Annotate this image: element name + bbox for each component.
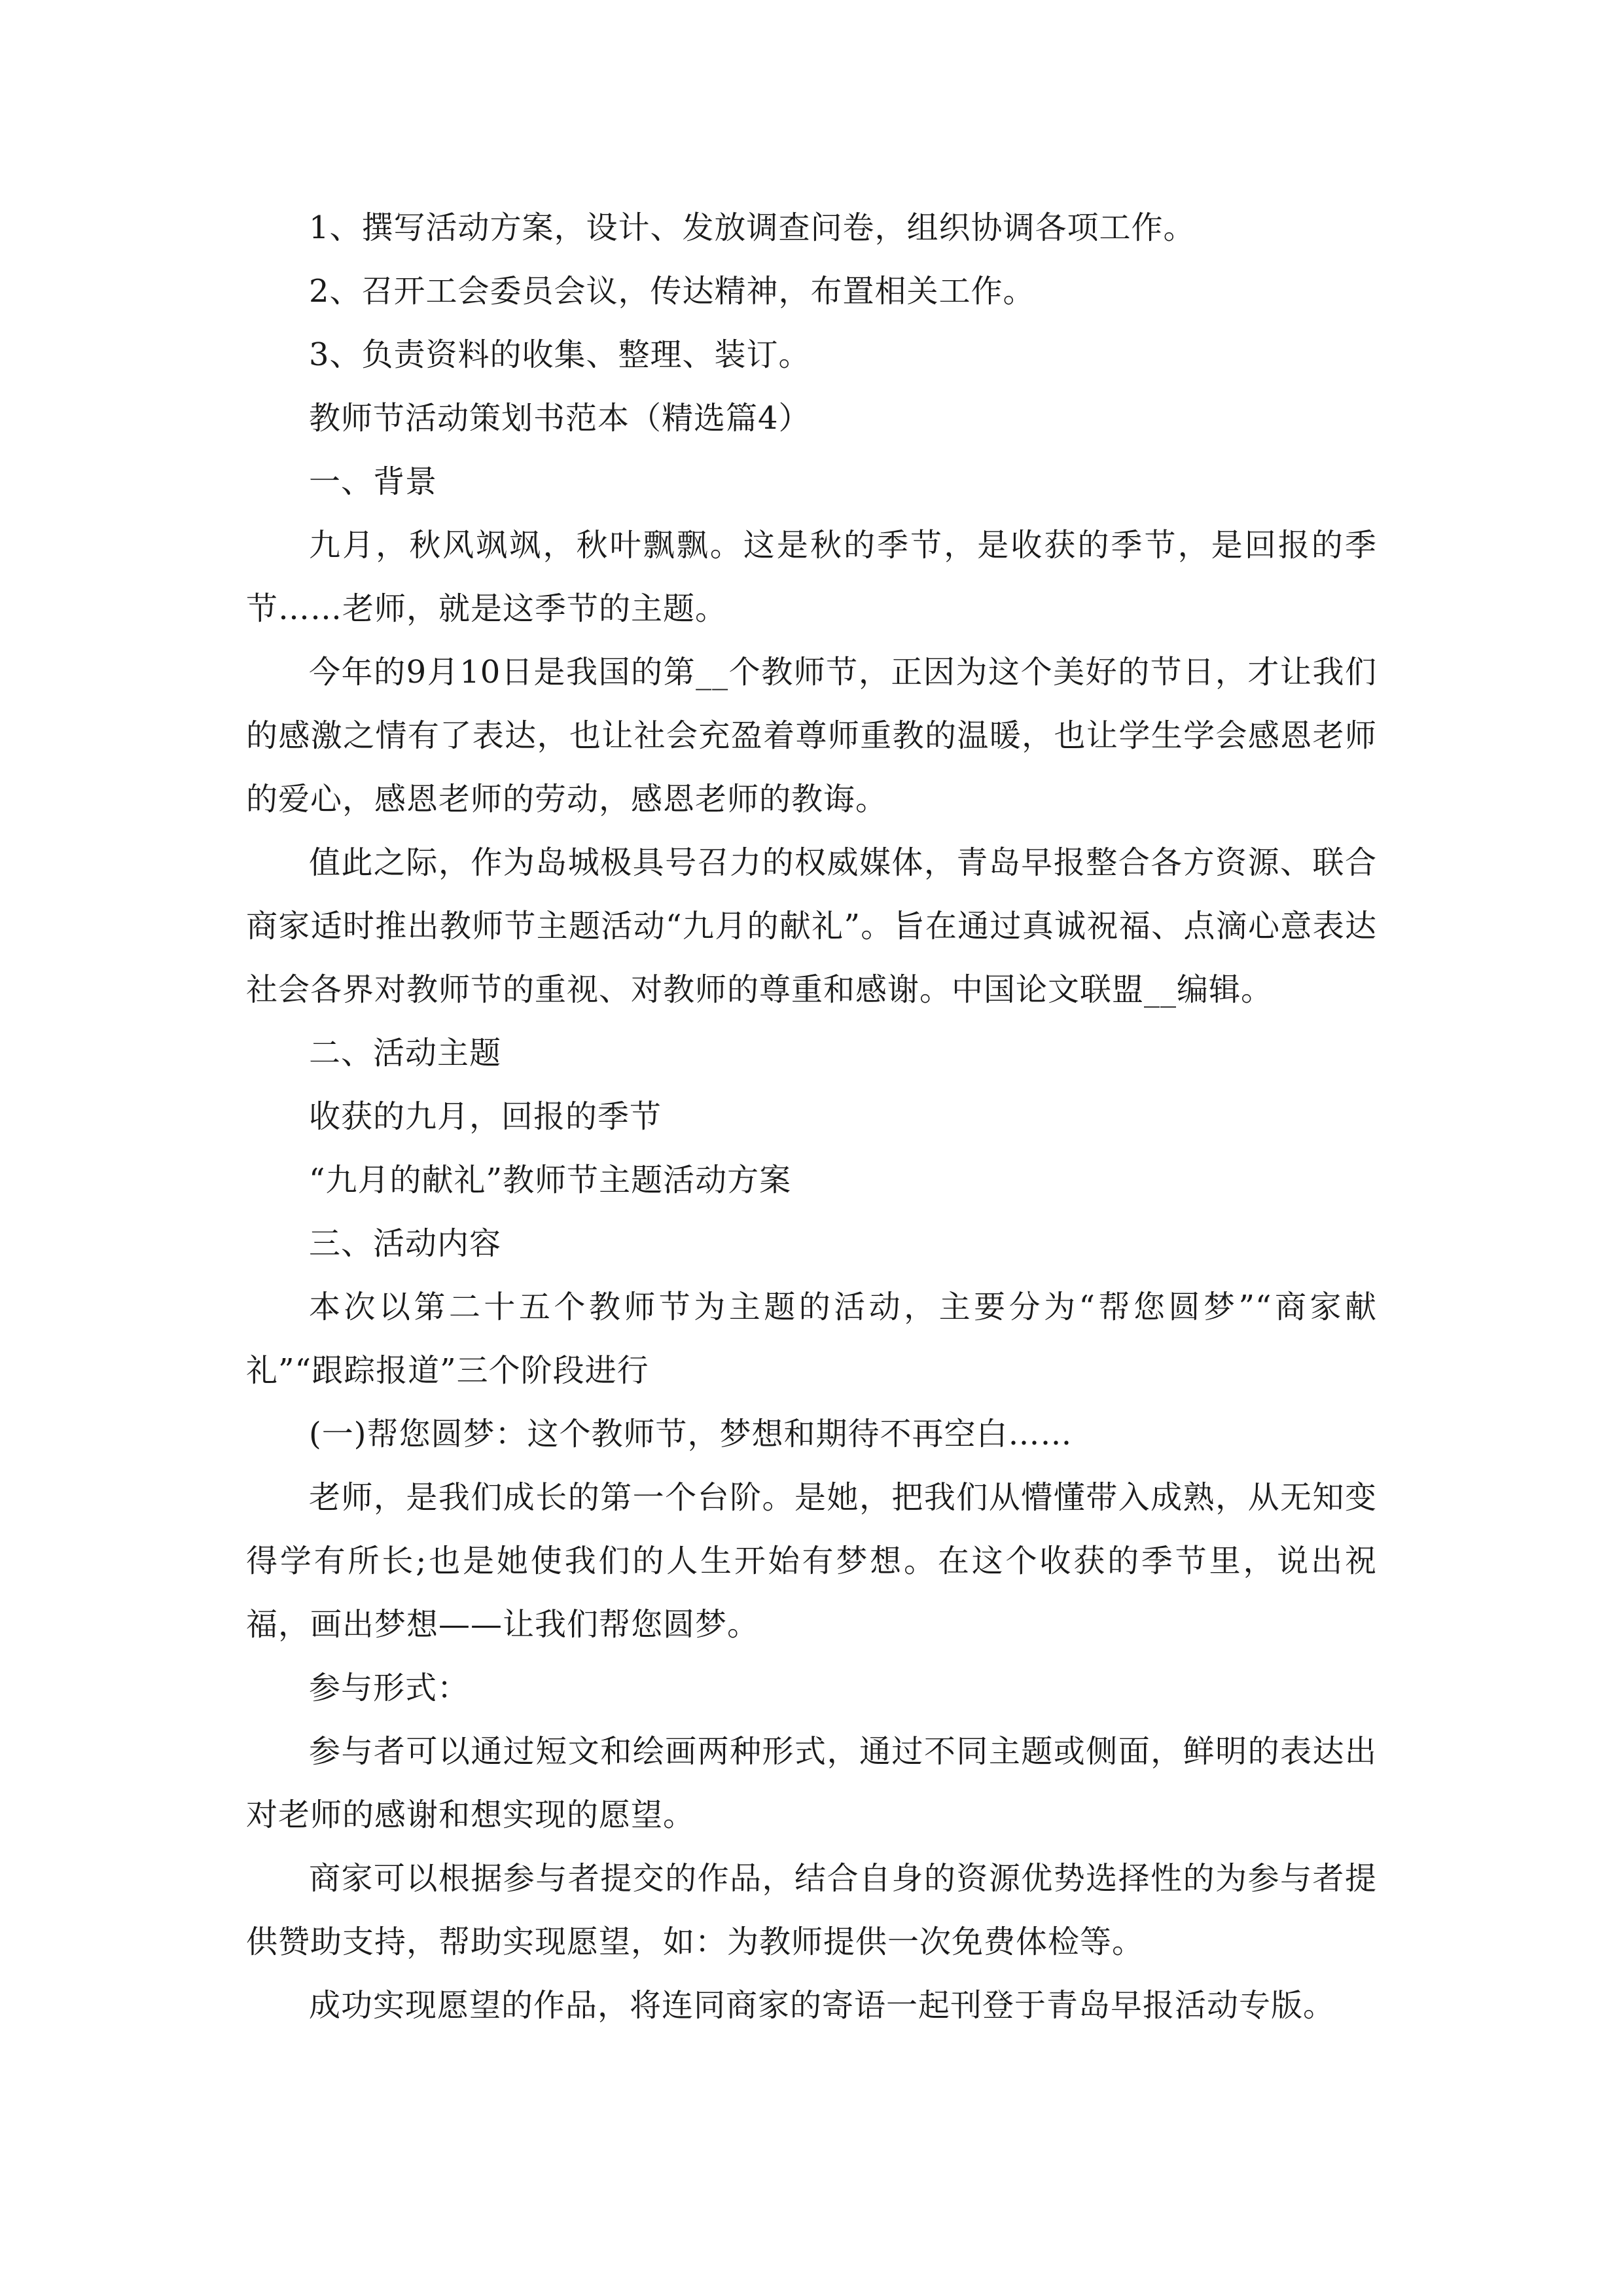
list-item-2: 2、召开工会委员会议，传达精神，布置相关工作。 [309,273,1035,310]
paragraph-teacher: 老师，是我们成长的第一个台阶。是她，把我们从懵懂带入成熟，从无知变得学有所长;也是她使我们的人生开始有梦想。在这个收获的季节里，说出祝福，画出梦想——让我们帮您圆梦。 [246,1479,1377,1643]
paragraph-stages: 本次以第二十五个教师节为主题的活动，主要分为“帮您圆梦”“商家献礼”“跟踪报道”三个阶段进行 [246,1289,1377,1389]
subheading-dream: (一)帮您圆梦：这个教师节，梦想和期待不再空白…… [309,1416,1073,1452]
paragraph-autumn: 九月，秋风飒飒，秋叶飘飘。这是秋的季节，是收获的季节，是回报的季节……老师，就是这季节的主题。 [246,527,1377,627]
theme-line-2: “九月的献礼”教师节主题活动方案 [309,1162,792,1198]
document-body [246,196,1377,2037]
heading-theme: 二、活动主题 [309,1035,502,1071]
paragraph-teachers-day: 今年的9月10日是我国的第__个教师节，正因为这个美好的节日，才让我们的感激之情有了表达，也让社会充盈着尊师重教的温暖，也让学生学会感恩老师的爱心，感恩老师的劳动，感恩老师的教诲。 [246,654,1377,817]
section-title: 教师节活动策划书范本（精选篇4） [309,400,811,437]
list-item-3: 3、负责资料的收集、整理、装订。 [309,336,811,373]
paragraph-publication: 成功实现愿望的作品，将连同商家的寄语一起刊登于青岛早报活动专版。 [309,1987,1336,2024]
paragraph-participants: 参与者可以通过短文和绘画两种形式，通过不同主题或侧面，鲜明的表达出对老师的感谢和想实现的愿望。 [246,1733,1377,1833]
heading-background: 一、背景 [309,463,438,500]
heading-content: 三、活动内容 [309,1225,502,1262]
theme-line-1: 收获的九月，回报的季节 [309,1098,662,1135]
paragraph-media: 值此之际，作为岛城极具号召力的权威媒体，青岛早报整合各方资源、联合商家适时推出教师节主题活动“九月的献礼”。旨在通过真诚祝福、点滴心意表达社会各界对教师节的重视、对教师的尊重和感谢。中国论文联盟__编辑。 [246,844,1377,1008]
list-item-1: 1、撰写活动方案，设计、发放调查问卷，组织协调各项工作。 [309,209,1196,246]
heading-participation: 参与形式： [309,1670,470,1706]
paragraph-merchants: 商家可以根据参与者提交的作品，结合自身的资源优势选择性的为参与者提供赞助支持，帮助实现愿望，如：为教师提供一次免费体检等。 [246,1860,1377,1960]
